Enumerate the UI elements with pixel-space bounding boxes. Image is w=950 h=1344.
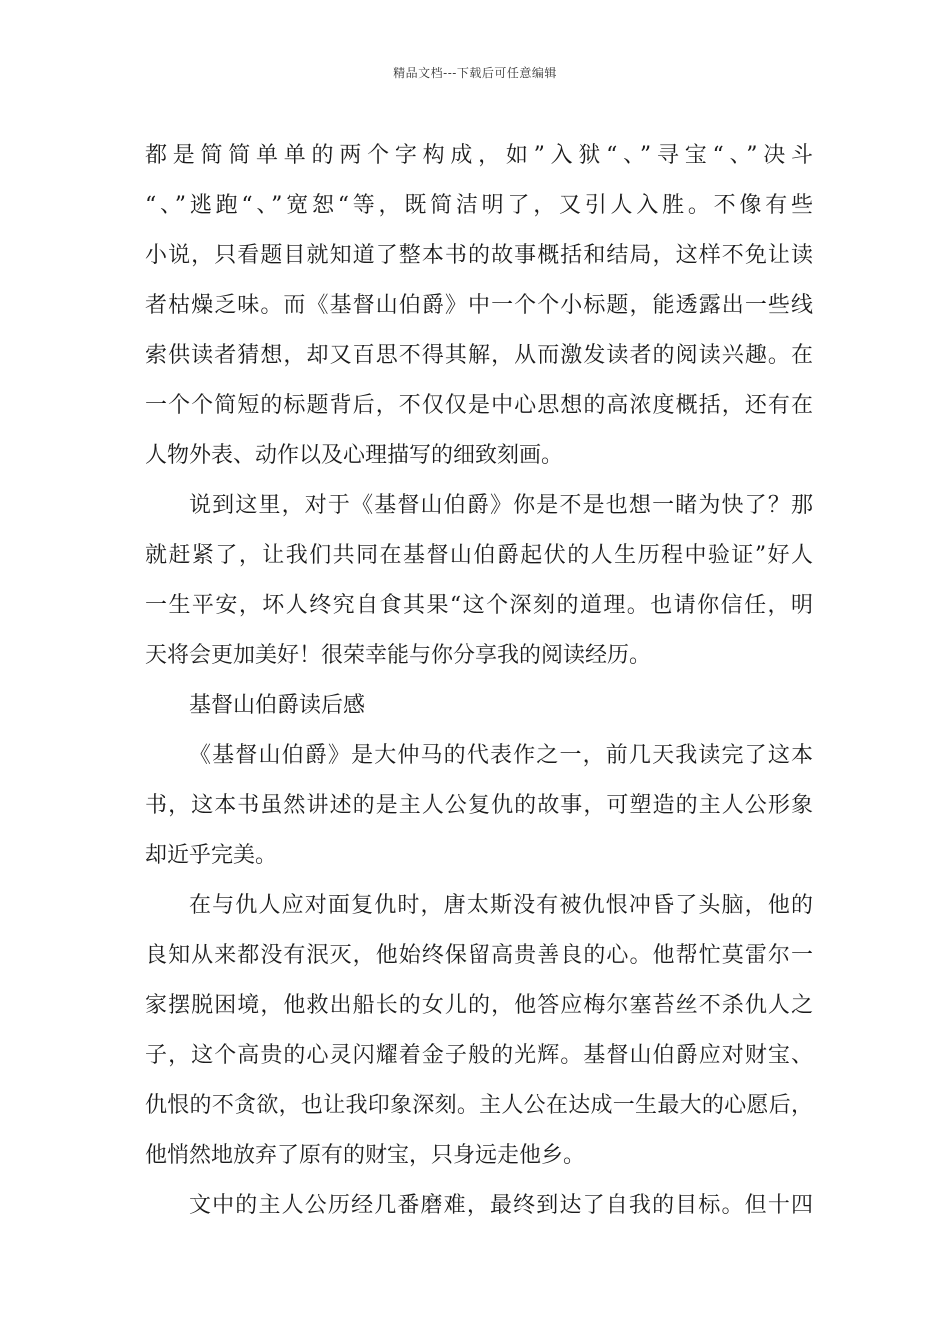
text-line: 仇恨的不贪欲，也让我印象深刻。主人公在达成一生最大的心愿后， [145,1093,813,1118]
text-line: 在与仇人应对面复仇时，唐太斯没有被仇恨冲昏了头脑，他的 [189,893,813,918]
text-line: 良知从来都没有泯灭，他始终保留高贵善良的心。他帮忙莫雷尔一 [145,943,813,968]
text-line: “、”逃跑“、”宽恕“等，既简洁明了，又引人入胜。不像有些 [145,193,813,218]
text-line: 他悄然地放弃了原有的财宝，只身远走他乡。 [145,1143,586,1168]
text-line: 《基督山伯爵》是大仲马的代表作之一，前几天我读完了这本 [189,743,813,768]
text-line: 者枯燥乏味。而《基督山伯爵》中一个个小标题，能透露出一些线 [145,293,813,318]
text-line: 索供读者猜想，却又百思不得其解，从而激发读者的阅读兴趣。在 [145,343,813,368]
text-line: 基督山伯爵读后感 [189,693,366,718]
text-line: 一生平安，坏人终究自食其果“这个深刻的道理。也请你信任，明 [145,593,813,618]
text-line: 说到这里，对于《基督山伯爵》你是不是也想一睹为快了？那 [189,493,813,518]
text-line: 一个个简短的标题背后，不仅仅是中心思想的高浓度概括，还有在 [145,393,813,418]
text-line: 家摆脱困境，他救出船长的女儿的，他答应梅尔塞苔丝不杀仇人之 [145,993,813,1018]
body-text [145,131,813,1231]
text-line: 书，这本书虽然讲述的是主人公复仇的故事，可塑造的主人公形象 [145,793,813,818]
text-line: 子，这个高贵的心灵闪耀着金子般的光辉。基督山伯爵应对财宝、 [145,1043,813,1068]
text-line: 天将会更加美好！很荣幸能与你分享我的阅读经历。 [145,643,652,668]
text-line: 都是简简单单的两个字构成，如”入狱“、”寻宝“、”决斗 [145,143,813,168]
text-line: 文中的主人公历经几番磨难，最终到达了自我的目标。但十四 [189,1193,813,1218]
text-line: 就赶紧了，让我们共同在基督山伯爵起伏的人生历程中验证”好人 [145,543,813,568]
text-line: 人物外表、动作以及心理描写的细致刻画。 [145,443,564,468]
text-line: 却近乎完美。 [145,843,278,868]
page-header: 精品文档---下载后可任意编辑 [393,66,557,80]
text-line: 小说，只看题目就知道了整本书的故事概括和结局，这样不免让读 [145,243,813,268]
